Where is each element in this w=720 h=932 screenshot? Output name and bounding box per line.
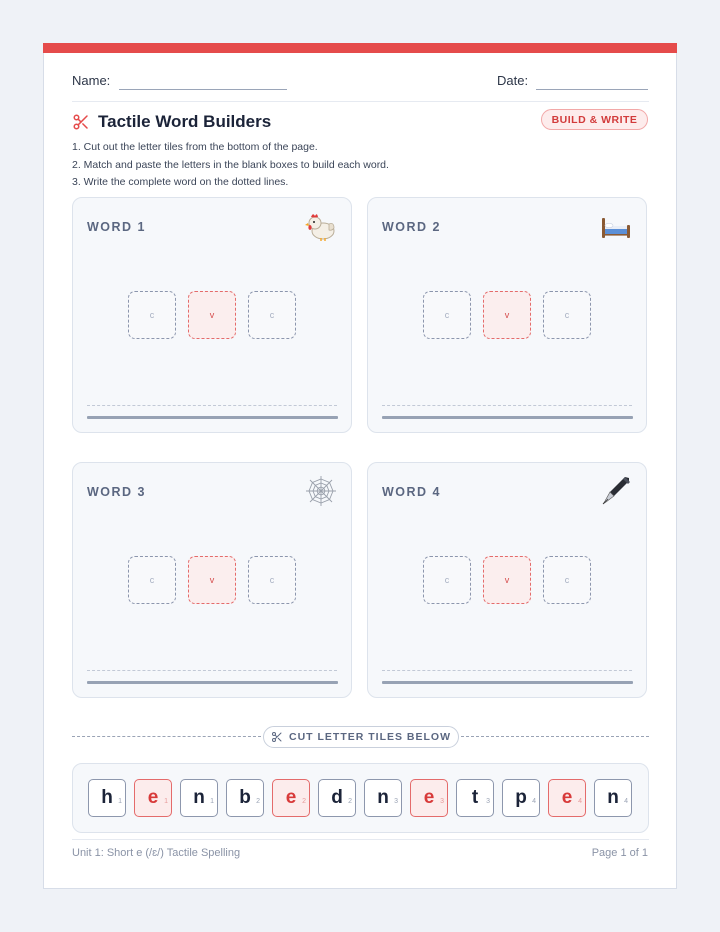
- name-label: Name:: [72, 73, 111, 88]
- instruction-step: 3. Write the complete word on the dotted lines.: [72, 176, 289, 188]
- scissors-icon: [271, 731, 283, 743]
- tile-word-number: 4: [532, 798, 536, 805]
- blank-boxes: [128, 556, 298, 606]
- instruction-step: 1. Cut out the letter tiles from the bottom of the page.: [72, 141, 318, 153]
- tile-letter: n: [607, 787, 619, 808]
- vowel-letter-tile[interactable]: [134, 779, 172, 817]
- title-row: [72, 111, 271, 133]
- activity-badge: BUILD & WRITE: [541, 109, 648, 130]
- tile-word-number: 1: [164, 798, 168, 805]
- bed-icon: [600, 210, 632, 242]
- writing-baseline: [382, 416, 633, 419]
- tile-word-number: 3: [486, 798, 490, 805]
- tile-word-number: 2: [256, 798, 260, 805]
- instructions: [72, 139, 389, 192]
- tile-word-number: 3: [440, 798, 444, 805]
- consonant-letter-tile[interactable]: [502, 779, 540, 817]
- tile-letter: b: [239, 787, 251, 808]
- consonant-letter-tile[interactable]: [364, 779, 402, 817]
- consonant-blank[interactable]: c: [543, 291, 591, 339]
- dotted-writing-line[interactable]: [87, 670, 337, 671]
- word-card-4: [367, 462, 647, 698]
- accent-top-bar: [43, 43, 677, 53]
- blank-boxes: [423, 291, 593, 341]
- consonant-blank[interactable]: c: [248, 556, 296, 604]
- tile-letter: n: [377, 787, 389, 808]
- dotted-writing-line[interactable]: [87, 405, 337, 406]
- cut-line-right: [461, 736, 649, 737]
- hen-icon: [305, 210, 337, 242]
- word-label: WORD 3: [87, 485, 146, 499]
- vowel-blank[interactable]: v: [483, 291, 531, 339]
- footer-divider: [72, 839, 649, 840]
- blank-boxes: [423, 556, 593, 606]
- consonant-letter-tile[interactable]: [88, 779, 126, 817]
- cut-line-left: [72, 736, 261, 737]
- tile-word-number: 1: [210, 798, 214, 805]
- tile-word-number: 4: [578, 798, 582, 805]
- writing-baseline: [382, 681, 633, 684]
- tile-letter: e: [147, 787, 159, 808]
- blank-boxes: [128, 291, 298, 341]
- tile-letter: d: [331, 787, 343, 808]
- consonant-blank[interactable]: c: [128, 556, 176, 604]
- tile-word-number: 4: [624, 798, 628, 805]
- word-card-3: [72, 462, 352, 698]
- vowel-blank[interactable]: v: [188, 556, 236, 604]
- word-card-1: [72, 197, 352, 433]
- word-label: WORD 2: [382, 220, 441, 234]
- consonant-blank[interactable]: c: [248, 291, 296, 339]
- web-icon: [305, 475, 337, 507]
- consonant-letter-tile[interactable]: [226, 779, 264, 817]
- vowel-letter-tile[interactable]: [272, 779, 310, 817]
- writing-baseline: [87, 681, 338, 684]
- date-label: Date:: [497, 73, 529, 88]
- footer-unit-title: Unit 1: Short e (/ɛ/) Tactile Spelling: [72, 847, 241, 859]
- tile-letter: e: [285, 787, 297, 808]
- word-card-2: [367, 197, 647, 433]
- consonant-letter-tile[interactable]: [456, 779, 494, 817]
- page-title: Tactile Word Builders: [98, 112, 272, 131]
- consonant-blank[interactable]: c: [543, 556, 591, 604]
- cut-label-pill: [263, 726, 459, 748]
- tile-word-number: 2: [348, 798, 352, 805]
- consonant-letter-tile[interactable]: [180, 779, 218, 817]
- scissors-icon: [72, 113, 90, 131]
- consonant-letter-tile[interactable]: [594, 779, 632, 817]
- tile-letter: n: [193, 787, 205, 808]
- pen-icon: [600, 475, 632, 507]
- word-label: WORD 4: [382, 485, 441, 499]
- writing-baseline: [87, 416, 338, 419]
- word-label: WORD 1: [87, 220, 146, 234]
- consonant-letter-tile[interactable]: [318, 779, 356, 817]
- header-divider: [72, 101, 649, 102]
- vowel-letter-tile[interactable]: [548, 779, 586, 817]
- tile-letter: h: [101, 787, 113, 808]
- name-field[interactable]: [119, 89, 287, 90]
- vowel-blank[interactable]: v: [483, 556, 531, 604]
- dotted-writing-line[interactable]: [382, 670, 632, 671]
- date-field[interactable]: [536, 89, 648, 90]
- consonant-blank[interactable]: c: [423, 556, 471, 604]
- cut-label: CUT LETTER TILES BELOW: [289, 731, 451, 743]
- tile-word-number: 1: [118, 798, 122, 805]
- tile-word-number: 3: [394, 798, 398, 805]
- vowel-letter-tile[interactable]: [410, 779, 448, 817]
- tile-letter: e: [561, 787, 573, 808]
- consonant-blank[interactable]: c: [423, 291, 471, 339]
- vowel-blank[interactable]: v: [188, 291, 236, 339]
- instruction-step: 2. Match and paste the letters in the blank boxes to build each word.: [72, 158, 389, 171]
- tile-letter: p: [515, 787, 527, 808]
- tile-letter: e: [423, 787, 435, 808]
- dotted-writing-line[interactable]: [382, 405, 632, 406]
- letter-tiles-tray: [72, 763, 649, 833]
- worksheet-page: [43, 43, 677, 889]
- consonant-blank[interactable]: c: [128, 291, 176, 339]
- footer-page-number: Page 1 of 1: [591, 847, 648, 859]
- tile-word-number: 2: [302, 798, 306, 805]
- tile-letter: t: [471, 787, 479, 808]
